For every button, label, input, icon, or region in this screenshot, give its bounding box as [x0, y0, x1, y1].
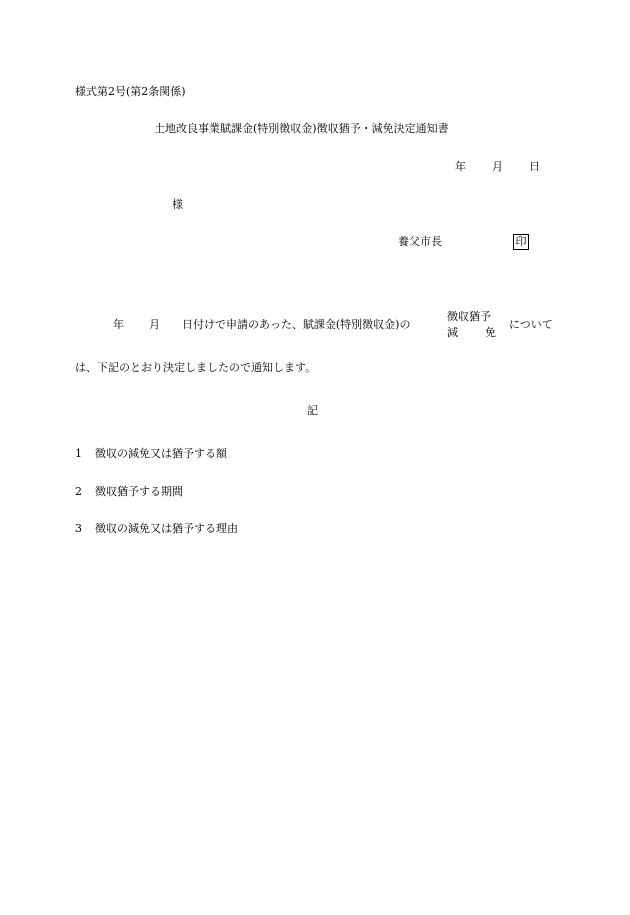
issuer-name: 養父市長: [398, 235, 442, 248]
list-item-number: 3: [75, 522, 82, 535]
body-choice-bottom-left: 減: [447, 326, 458, 339]
list-item-text: 徴収の減免又は猶予する理由: [95, 522, 238, 535]
date-month-label: 月: [492, 160, 503, 173]
body-tail-text: について: [509, 318, 553, 331]
addressee-honorific: 様: [172, 198, 183, 211]
body-choice-top: 徴収猶予: [447, 310, 491, 323]
date-day-label: 日: [529, 160, 540, 173]
document-title: 土地改良事業賦課金(特別徴収金)徴収猶予・減免決定通知書: [154, 122, 449, 135]
form-number: 様式第2号(第2条関係): [75, 85, 186, 98]
ki-heading: 記: [307, 404, 318, 417]
list-item-text: 徴収猶予する期間: [95, 485, 183, 498]
list-item: [75, 486, 183, 497]
body-sentence-line-1: [0, 0, 630, 360]
list-item: [75, 523, 238, 534]
body-sentence-line-2: は、下記のとおり決定しましたので通知します。: [75, 361, 317, 374]
body-year-label: 年: [113, 318, 124, 331]
seal-mark: 印: [513, 234, 529, 250]
list-item-number: 2: [75, 485, 82, 498]
body-choice-bottom-right: 免: [485, 326, 496, 339]
list-item: [75, 448, 227, 459]
list-item-number: 1: [75, 447, 82, 460]
date-year-label: 年: [455, 160, 466, 173]
body-month-label: 月: [149, 318, 160, 331]
body-day-text: 日付けで申請のあった、賦課金(特別徴収金)の: [182, 318, 411, 331]
list-item-text: 徴収の減免又は猶予する額: [95, 447, 227, 460]
